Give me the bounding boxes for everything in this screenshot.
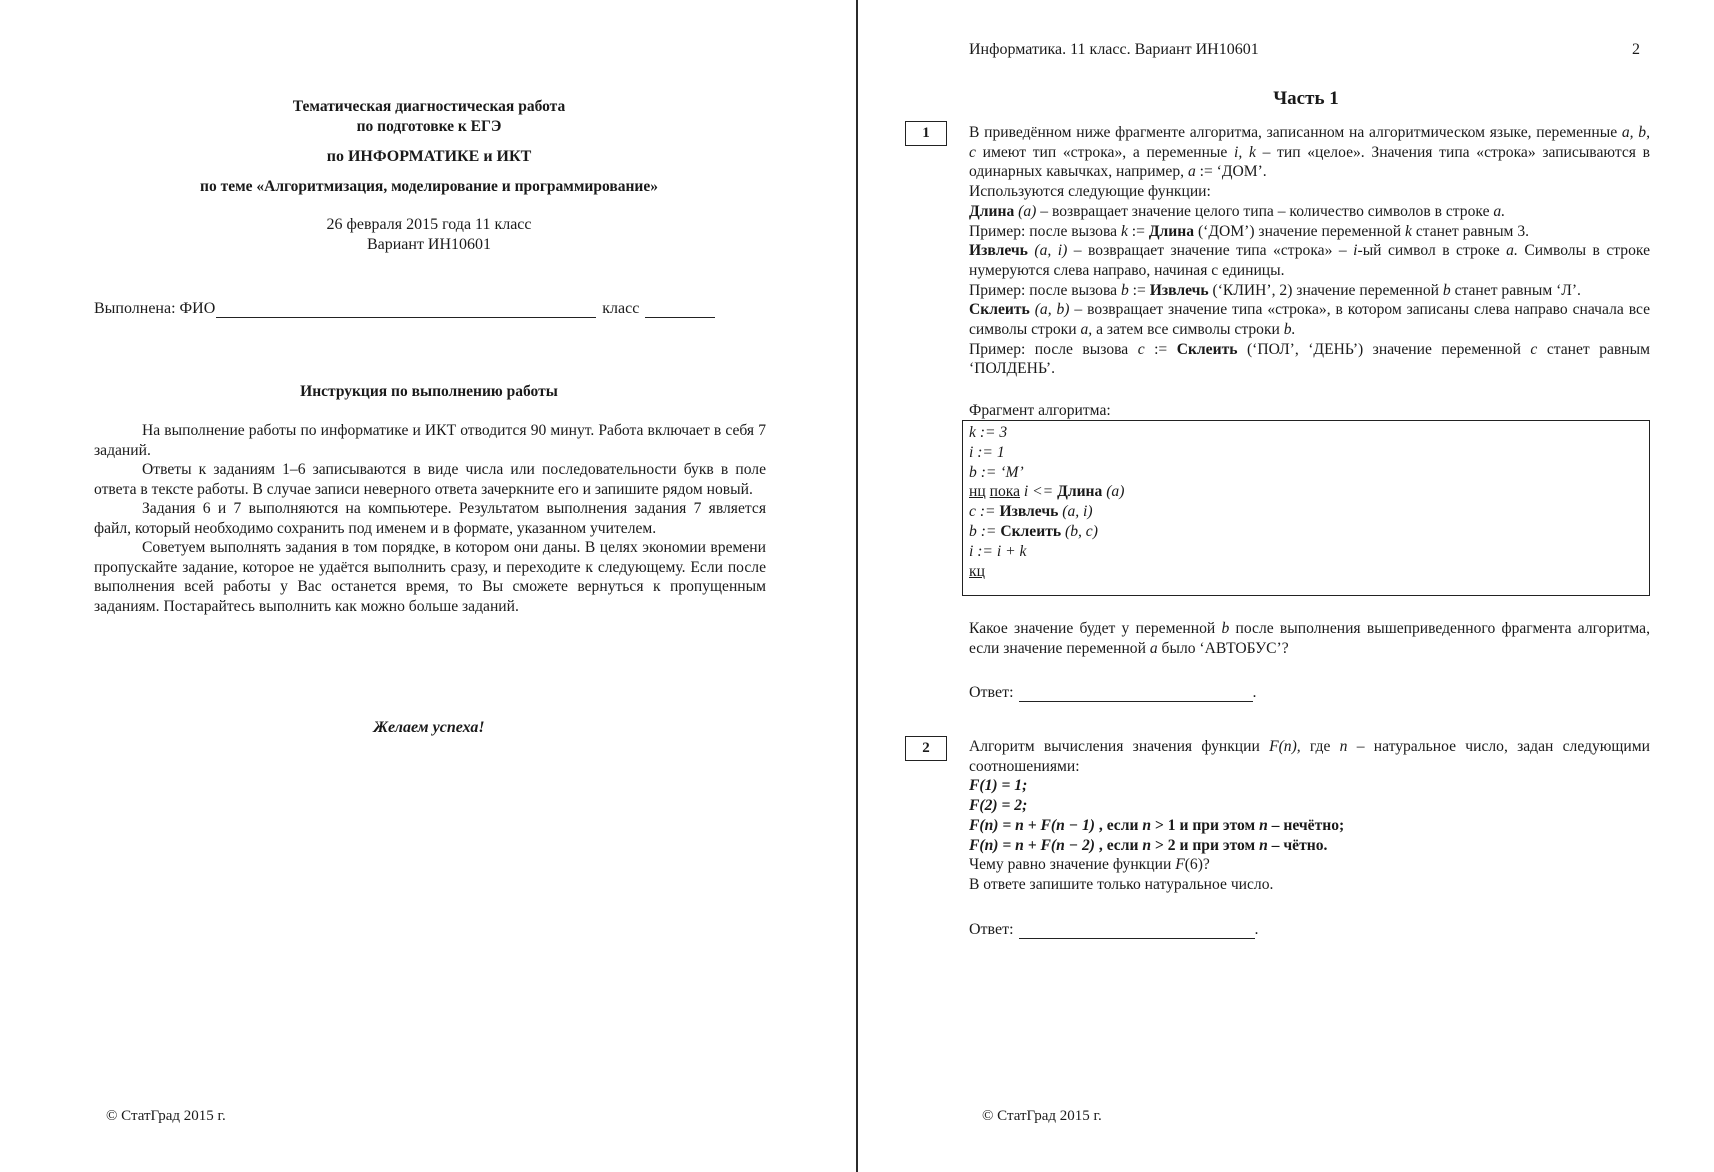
function-extract-desc: Извлечь (a, i) – возвращает значение типа «строка» – i-ый символ в строке a. Символы в строке нумеруются слева направо, начиная с единицы. bbox=[969, 242, 1651, 279]
answer-label: Ответ: bbox=[969, 921, 1014, 938]
right-page bbox=[858, 0, 1714, 1172]
functions-intro: Используются следующие функции: bbox=[969, 183, 1211, 201]
task2-rule-1: F(1) = 1; bbox=[969, 777, 1028, 795]
task1-text bbox=[969, 123, 1650, 379]
title-topic: по теме «Алгоритмизация, моделирование и программирование» bbox=[200, 178, 658, 195]
variant-line: Вариант ИН10601 bbox=[366, 236, 492, 253]
task2-intro: Алгоритм вычисления значения функции F(n), где n – натуральное число, задан следующими соотношениями: bbox=[969, 738, 1650, 775]
alg-line: b := ‘М’ bbox=[969, 463, 1024, 481]
fio-row bbox=[94, 300, 715, 318]
instruction-paragraph: Ответы к заданиям 1–6 записываются в виде числа или последовательности букв в поле ответа в тексте работы. В случае записи неверного ответа зачеркните его и запишите рядом новый. bbox=[94, 461, 766, 498]
class-field[interactable] bbox=[645, 301, 715, 318]
fio-label: Выполнена: ФИО bbox=[94, 300, 216, 317]
instruction-paragraph: Задания 6 и 7 выполняются на компьютере. Результатом выполнения задания 7 является файл, который необходимо сохранить под именем и в формате, указанном учителем. bbox=[94, 500, 766, 537]
left-footer: © СтатГрад 2015 г. bbox=[106, 1108, 226, 1124]
task2-rule-3: F(n) = n + F(n − 1) , если n > 1 и при этом n – нечётно; bbox=[969, 816, 1345, 834]
answer-dot: . bbox=[1254, 921, 1259, 938]
task2-answer-row bbox=[969, 921, 1259, 939]
title-subject: по ИНФОРМАТИКЕ и ИКТ bbox=[326, 148, 532, 165]
function-length-desc: Длина (a) – возвращает значение целого типа – количество символов в строке a. bbox=[969, 202, 1506, 220]
function-extract-example: Пример: после вызова b := Извлечь (‘КЛИН’, 2) значение переменной b станет равным ‘Л’. bbox=[969, 281, 1581, 299]
task1-intro: В приведённом ниже фрагменте алгоритма, записанном на алгоритмическом языке, переменные a, b, c имеют тип «строка», а переменные i, k – тип «целое». Значения типа «строка» записываются в одинарных кавычках, например, a := ‘ДОМ’. bbox=[969, 124, 1650, 181]
task2-text bbox=[969, 737, 1650, 895]
page-number: 2 bbox=[1632, 41, 1640, 58]
page-header: Информатика. 11 класс. Вариант ИН10601 bbox=[969, 41, 1259, 58]
algorithm-fragment-box bbox=[962, 420, 1650, 596]
fio-field[interactable] bbox=[216, 301, 596, 318]
function-length-example: Пример: после вызова k := Длина (‘ДОМ’) значение переменной k станет равным 3. bbox=[969, 222, 1530, 240]
alg-line: k := 3 bbox=[969, 424, 1008, 441]
answer-dot: . bbox=[1252, 684, 1257, 701]
instruction-paragraph: На выполнение работы по информатике и ИКТ отводится 90 минут. Работа включает в себя 7 заданий. bbox=[94, 422, 766, 459]
fragment-label: Фрагмент алгоритма: bbox=[969, 402, 1111, 419]
wish-text: Желаем успеха! bbox=[373, 719, 485, 736]
title-line-2: по подготовке к ЕГЭ bbox=[356, 118, 502, 135]
alg-line: нц пока i <= Длина (a) bbox=[969, 483, 1125, 501]
left-page bbox=[0, 0, 856, 1172]
alg-line: c := Извлечь (a, i) bbox=[969, 503, 1093, 521]
date-line: 26 февраля 2015 года 11 класс bbox=[326, 216, 532, 233]
task-number-2: 2 bbox=[905, 736, 947, 761]
function-concat-desc: Склеить (a, b) – возвращает значение типа «строка», в котором записаны слева направо сначала все символы строки a, а затем все символы строки b. bbox=[969, 301, 1650, 339]
task-number-1: 1 bbox=[905, 121, 947, 146]
answer-label: Ответ: bbox=[969, 684, 1014, 701]
alg-line: i := i + k bbox=[969, 542, 1027, 560]
function-concat-example: Пример: после вызова c := Склеить (‘ПОЛ’, ‘ДЕНЬ’) значение переменной c станет равным ‘ПОЛДЕНЬ’. bbox=[969, 340, 1650, 378]
task2-rule-4: F(n) = n + F(n − 2) , если n > 2 и при этом n – чётно. bbox=[969, 836, 1328, 854]
part-title: Часть 1 bbox=[1273, 88, 1339, 109]
alg-line: кц bbox=[969, 562, 985, 580]
alg-line: i := 1 bbox=[969, 443, 1005, 461]
class-label: класс bbox=[602, 300, 640, 317]
task2-answer-field[interactable] bbox=[1019, 922, 1255, 939]
task1-question: Какое значение будет у переменной b после выполнения вышеприведенного фрагмента алгоритма, если значение переменной a было ‘АВТОБУС’? bbox=[969, 620, 1650, 657]
task2-rule-2: F(2) = 2; bbox=[969, 797, 1028, 815]
task1-answer-field[interactable] bbox=[1019, 685, 1253, 702]
task2-question: Чему равно значение функции F(6)? bbox=[969, 856, 1210, 874]
title-line-1: Тематическая диагностическая работа bbox=[292, 98, 566, 115]
instruction-title: Инструкция по выполнению работы bbox=[300, 383, 558, 400]
instruction-body bbox=[94, 421, 766, 616]
right-footer: © СтатГрад 2015 г. bbox=[982, 1108, 1102, 1124]
alg-line: b := Склеить (b, c) bbox=[969, 522, 1098, 540]
task2-instruction: В ответе запишите только натуральное число. bbox=[969, 875, 1274, 893]
task1-answer-row bbox=[969, 684, 1257, 702]
instruction-paragraph: Советуем выполнять задания в том порядке, в котором они даны. В целях экономии времени пропускайте задание, которое не удаётся выполнить сразу, и переходите к следующему. Если после выполнения всей работы у Вас останется время, то Вы сможете вернуться к пропущенным заданиям. Постарайтесь выполнить как можно больше заданий. bbox=[94, 539, 766, 615]
